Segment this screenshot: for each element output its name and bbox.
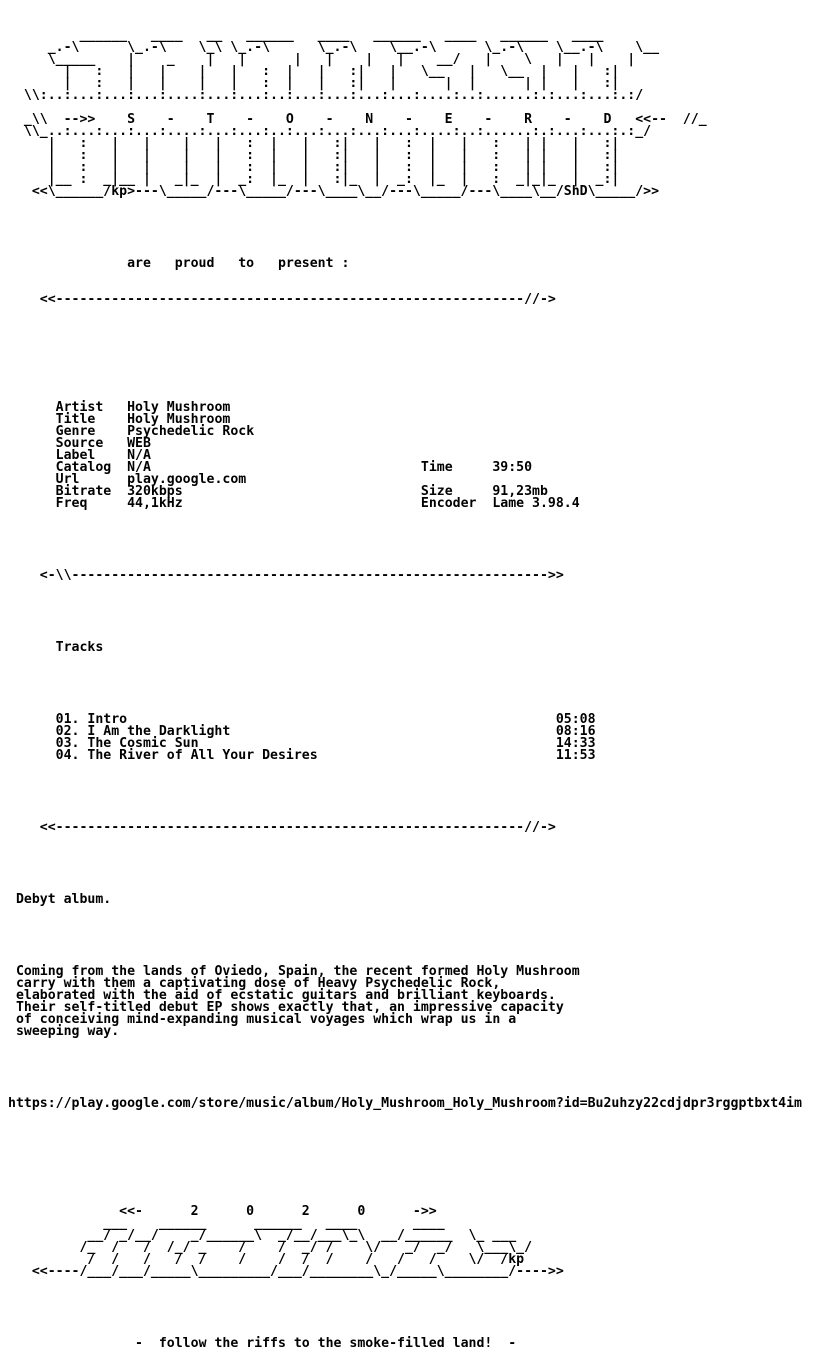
metadata-value: N/A — [127, 448, 151, 463]
track-title: 04. The River of All Your Desires — [55, 748, 318, 763]
spacer — [8, 366, 802, 378]
spacer — [8, 930, 802, 942]
spacer — [8, 1302, 802, 1314]
metadata-label: Genre — [55, 424, 96, 439]
spacer — [8, 1170, 802, 1182]
header-art-line: | : | | | | : | | :| | | | | | | :| — [8, 76, 620, 91]
spacer — [8, 330, 802, 342]
header-art-line: | : | | | | : | | :| | : | | : | | | :| — [8, 160, 620, 175]
header-art-line: |__ : _|__ | _|_ | _: |_ | :|_ | _: |_ | : _|_|_ | _:| — [8, 172, 620, 187]
metadata-label: Artist — [55, 400, 104, 415]
track-title: 03. The Cosmic Sun — [55, 736, 199, 751]
header-art-line: | : | | | | : | | :| | : | | : | | | :| — [8, 148, 620, 163]
metadata-label: Label — [55, 448, 96, 463]
spacer — [8, 1062, 802, 1074]
header-art-line: _.-\ \_.-\ \_\ \_.-\ \_.-\ \__.-\ \_.-\ \__.-\ \__ — [8, 40, 660, 55]
header-ascii-logo — [8, 30, 802, 198]
tracks-heading — [8, 642, 802, 654]
metadata-label: Url — [55, 472, 80, 487]
track-title: 01. Intro — [55, 712, 128, 727]
metadata-value: 44,1kHz — [127, 496, 183, 511]
metadata-value: 39:50 — [492, 460, 533, 475]
header-art-line: \_____ | _ | | | | | | __/ | \ | | | — [8, 52, 636, 67]
metadata-label: Time — [420, 460, 453, 475]
metadata-label: Bitrate — [55, 484, 112, 499]
footer-art-line: / / / / / / / / / / / / \/ /kp — [8, 1252, 525, 1267]
intro-title — [8, 258, 802, 270]
spacer — [8, 222, 802, 234]
spacer — [8, 606, 802, 618]
description-lead — [8, 894, 802, 906]
divider-bottom — [8, 822, 802, 834]
description-line — [8, 1014, 802, 1026]
metadata-value: N/A — [127, 460, 151, 475]
track-duration: 08:16 — [555, 724, 596, 739]
description-line-text: of conceiving mind-expanding musical voyages which wrap us in a — [15, 1012, 517, 1027]
footer-ascii-logo — [8, 1206, 802, 1278]
metadata-value: Holy Mushroom — [127, 400, 231, 415]
spacer — [8, 678, 802, 690]
intro-title-text: are proud to present : — [127, 256, 350, 271]
track-duration: 14:33 — [555, 736, 596, 751]
metadata-value: 320kbps — [127, 484, 183, 499]
metadata-label: Catalog — [55, 460, 112, 475]
spacer — [8, 858, 802, 870]
description-line-text: carry with them a captivating dose of Heavy Psychedelic Rock, — [15, 976, 501, 991]
header-art-line: <<\______/kp>---\_____/---\_____/---\____\__/---\_____/---\____\__/ShD\_____/>> — [8, 184, 660, 199]
metadata-label: Encoder — [420, 496, 477, 511]
metadata-value: Lame 3.98.4 — [492, 496, 580, 511]
description-paragraph — [8, 966, 802, 1038]
description-line-text: Coming from the lands of Oviedo, Spain, the recent formed Holy Mushroom — [15, 964, 580, 979]
spacer — [8, 1134, 802, 1146]
header-art-line: | : | | | | : | | :| | \__ | \__ | | :| — [8, 64, 620, 79]
metadata-row — [8, 498, 802, 510]
footer-art-line: ___ ______ ______ ____ ____ — [8, 1216, 445, 1231]
track-list — [8, 714, 802, 762]
metadata-value: Holy Mushroom — [127, 412, 231, 427]
header-art-line: \\_..:...:...:...:....:...:...:..:...:...:...:...:....:..:......:.:...:...:.:_/ — [8, 124, 652, 139]
description-lead-text: Debyt album. — [15, 892, 112, 907]
metadata-value: 91,23mb — [492, 484, 548, 499]
divider-mid — [8, 570, 802, 582]
metadata-label: Size — [420, 484, 453, 499]
description-line-text: sweeping way. — [15, 1024, 120, 1039]
spacer — [8, 786, 802, 798]
description-line-text: elaborated with the aid of ecstatic guitars and brilliant keyboards. — [15, 988, 556, 1003]
metadata-value: Psychedelic Rock — [127, 424, 255, 439]
metadata-label: Freq — [55, 496, 88, 511]
footer-art-line: __/ _/__/ _/______\ _/__/___\_\ __/______ \_ ___ — [8, 1228, 517, 1243]
metadata-label: Source — [55, 436, 104, 451]
track-duration: 05:08 — [555, 712, 596, 727]
tagline-text: - follow the riffs to the smoke-filled land! - — [135, 1336, 517, 1351]
album-url-text: https://play.google.com/store/music/album/Holy_Mushroom_Holy_Mushroom?id=Bu2uhzy22cdjdpr3rggptbxt4im — [8, 1096, 802, 1111]
divider-top — [8, 294, 802, 306]
metadata-value: play.google.com — [127, 472, 247, 487]
tagline — [8, 1338, 802, 1350]
divider-top-text: <<-----------------------------------------------------------//-> — [39, 292, 556, 307]
header-art-line: \\:..:...:...:...:....:...:...:..:...:...:...:...:....:..:......:.:...:...:.:/ — [8, 88, 644, 103]
divider-bottom-text: <<-----------------------------------------------------------//-> — [39, 820, 556, 835]
header-art-line: _\\ -->> S - T - O - N - E - R - D <<-- //_ — [8, 112, 707, 127]
divider-mid-text: <-\\------------------------------------------------------------>> — [39, 568, 564, 583]
metadata-value: WEB — [127, 436, 151, 451]
header-art-line: ______ ____ __ ______ ____ ______ ____ ______ ____ — [8, 28, 620, 43]
footer-art-line: /_ / / /_/ _ / / _/ / \/ _/ _/ \___\_/ — [8, 1240, 533, 1255]
track-duration: 11:53 — [555, 748, 596, 763]
footer-art-line: <<- 2 0 2 0 ->> — [8, 1204, 437, 1219]
nfo-document — [8, 6, 802, 1362]
album-url — [8, 1098, 802, 1110]
description-line — [8, 1026, 802, 1038]
spacer — [8, 534, 802, 546]
tracks-heading-text: Tracks — [55, 640, 104, 655]
track-row — [8, 750, 802, 762]
metadata-block — [8, 402, 802, 510]
header-art-line: | : | | | | : | | :| | : | | : | | | :| — [8, 136, 620, 151]
description-line-text: Their self-titled debut EP shows exactly that, an impressive capacity — [15, 1000, 564, 1015]
track-title: 02. I Am the Darklight — [55, 724, 231, 739]
metadata-label: Title — [55, 412, 96, 427]
footer-art-line: <<----/___/___/_____\_________/___/________\_/_____\________/---->> — [8, 1264, 564, 1279]
